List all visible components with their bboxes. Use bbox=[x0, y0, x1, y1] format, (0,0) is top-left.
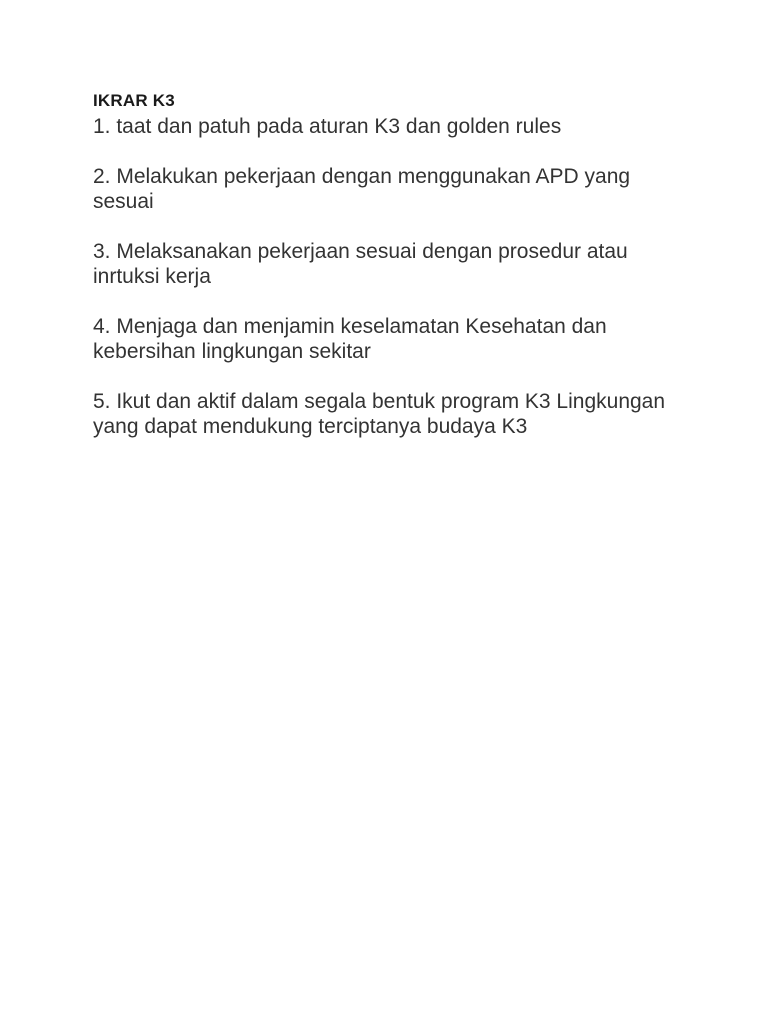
document-title: IKRAR K3 bbox=[93, 91, 175, 110]
pledge-item-2: 2. Melakukan pekerjaan dengan menggunakan APD yang sesuai bbox=[93, 165, 631, 213]
pledge-item-3: 3. Melaksanakan pekerjaan sesuai dengan prosedur atau inrtuksi kerja bbox=[93, 240, 628, 288]
pledge-item-1: 1. taat dan patuh pada aturan K3 dan golden rules bbox=[93, 115, 562, 138]
pledge-item-5: 5. Ikut dan aktif dalam segala bentuk program K3 Lingkungan yang dapat mendukung terciptanya budaya K3 bbox=[93, 390, 666, 438]
pledge-item-4: 4. Menjaga dan menjamin keselamatan Kesehatan dan kebersihan lingkungan sekitar bbox=[93, 315, 607, 363]
pledge-list bbox=[93, 114, 708, 439]
